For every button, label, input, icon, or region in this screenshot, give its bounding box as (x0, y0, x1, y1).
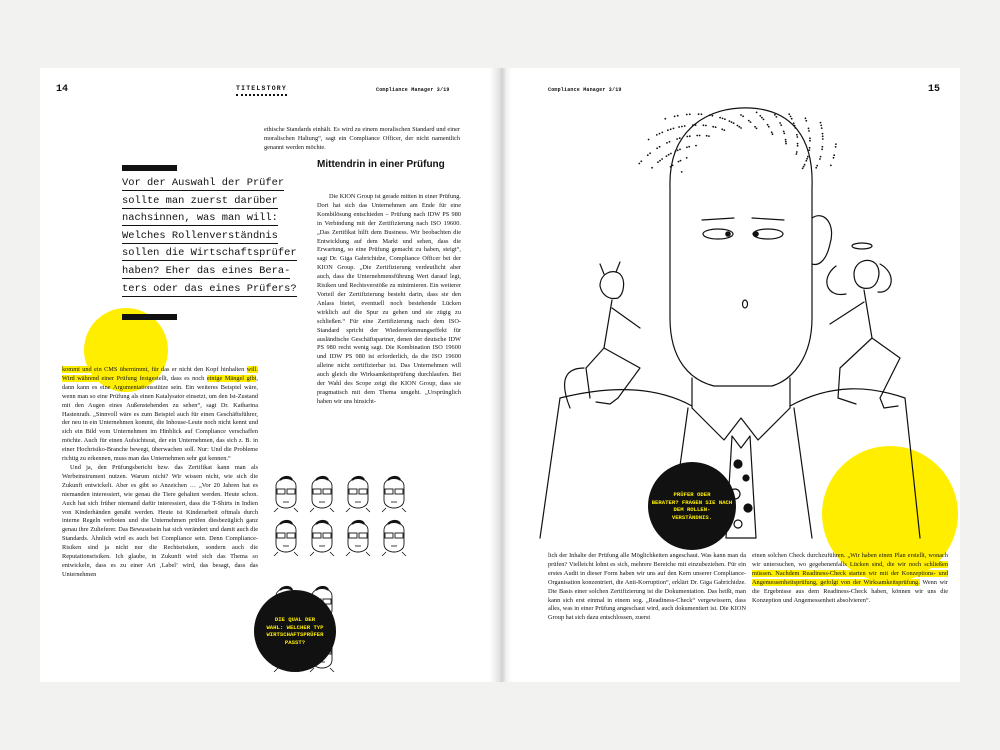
pull-quote-line: Welches Rollenverständnis (122, 229, 278, 242)
quote-bottom-bar (122, 314, 177, 320)
text-run: . „Wir haben einen Plan erstellt, wonach wir untersuchen, wo gegebenenfalls Lücken sind, die wir noch (752, 552, 948, 568)
badge-line: WAHL: WELCHER TYP (266, 623, 324, 631)
badge-line: PASST? (284, 638, 306, 646)
highlighted-text: kommt und ein CMS übernimmt, (62, 366, 152, 373)
subheading: Mittendrin in einer Prüfung (317, 159, 445, 170)
pull-quote-line: haben? Eher das eines Bera- (122, 264, 291, 277)
badge-line: BERATER? FRAGEN SIE NACH (651, 498, 733, 506)
head-icon (274, 477, 298, 512)
pull-quote-line: sollte man zuerst darüber (122, 194, 278, 207)
head-icon (346, 477, 370, 512)
body-paragraph-3: Die KION Group ist gerade mitten in einer Prüfung. Dort hat sich das Unternehmen am Ende für eine Kombilösung entschieden – Prüfung nach IDW PS 980 in Verbindung mit der Zertifizierung nach ISO 19600. „Das Zertifikat hilft dem Business. Wir beobachten die Entwicklung auf dem Markt und sehen, dass die Erwartung, so eine Prüfung gemacht zu haben, steigt“, sagt Dr. Giga Gabrichidze, Compliance Officer bei der KION Group. „Die Zertifizierung verdeutlicht aber auch, dass die Unternehmensführung Wert darauf legt, Risiken und Rechtsverstöße zu minimieren. Ein weiterer Vorteil der Zertifizierung besteht darin, dass sie den Anlass bietet, eventuell noch bestehende Lücken wirklich auf die Spur zu gehen und sie zügig zu schließen.“ Für eine Zertifizierung nach dem ISO-Standard spricht der Wiedererkennungseffekt für ausländische Geschäftspartner, denen der deutsche IDW PS 980 recht wenig sagt. Die Kombination ISO 19600 und IDW PS 980 ist erforderlich, da die ISO 19600 alleine nicht zertifizierbar ist. Das Unternehmen will auch gleich die Wirksamkeitsprüfung durchlaufen. Bei der Wahl des Scope zeigt die KION Group, dass sie pragmatisch mit dem Thema umgeht. „Ursprünglich haben wir uns hinsicht- (317, 193, 461, 405)
pull-quote-line: Vor der Auswahl der Prüfer (122, 177, 285, 189)
text-run: , dann kann es eine Argumentationsstütze sein. Ein weiteres Beispiel wäre, wenn man so eine Prüfung als einen Katalysator einsetzt, um den Ist-Zustand mit den Augen eines Außenstehenden zu sehen“, sagt Dr. Katharina Hastenrath. „Sinnvoll wäre es zum Beispiel auch für einen Geschäftsführer, der neu in ein Unternehmen kommt, die Inhouse-Leute noch nicht kennt und sich ein Bild vom Unternehmen im Hinblick auf Compliance verschaffen möchte. Auch für einen Aufsichtsrat, der ein Unternehmen, das sich z. B. in einer Hochrisiko-Branche bewegt, überwachen soll. Nur: Und die Probleme richtig zu erkennen, muss man das Unternehmen sehr gut kennen.“ (62, 374, 258, 463)
book-gutter-shadow (490, 68, 512, 682)
page-number-left: 14 (56, 84, 69, 95)
badge-line: PRÜFER ODER (673, 491, 711, 498)
running-head-right: Compliance Manager 3/19 (548, 87, 622, 93)
text-run: Wenn wir die Ergebnisse aus dem Readiness-Check haben, können wir uns die Konzeption und Angemessenheit absolvieren“. (752, 578, 948, 604)
head-icon (310, 477, 334, 512)
section-label: TITELSTORY (236, 85, 287, 96)
pull-quote (122, 175, 312, 298)
body-column-right-1: lich der Inhalte der Prüfung alle Möglichkeiten angeschaut. Was kann man da prüfen? Vielleicht lohnt es sich, mehrere Bereiche mit einzubeziehen. Für ein erstes Audit in dieser Form haben wir uns auf den Kern unserer Compliance-Organisation konzentriert, die Anti-Korruption“, erklärt Dr. Giga Gabrichidze. Die Basis einer solchen Zertifizierung ist die Dokumentation. Das heißt, man kann sich erst einmal in einem sog. „Readiness-Check“ vergewissern, dass alles, was in einer Prüfung angeschaut wird, auch dokumentiert ist. Die KION Group hat sich dazu entschlossen, zuerst (548, 552, 746, 622)
left-page (40, 68, 500, 682)
badge-line: DEM ROLLEN- (673, 506, 711, 513)
pull-quote-line: ters oder das eines Prüfers? (122, 282, 297, 295)
head-icon (382, 477, 406, 512)
man-illustration (500, 68, 960, 548)
page-number-right: 15 (928, 84, 941, 95)
badge-role (648, 462, 736, 550)
quote-top-bar (122, 165, 177, 171)
badge-choice (254, 590, 336, 672)
pull-quote-line: sollen die Wirtschaftsprüfer (122, 247, 297, 260)
head-icon (382, 521, 406, 556)
head-icon (274, 521, 298, 556)
text-run: für das er nicht den Kopf hinhalten (151, 366, 247, 373)
head-icon (310, 521, 334, 556)
badge-line: WIRTSCHAFTSPRÜFER (266, 631, 324, 638)
body-column-1 (62, 366, 258, 580)
pull-quote-line: nachsinnen, was man will: (122, 212, 278, 225)
text-run: einen solchen Check durchzuführen (752, 552, 844, 559)
body-column-2-top: ethische Standards einhält. Es wird zu einem moralischen Standard und einer moralischen Haltung“, sagt ein Compliance Officer, der nicht namentlich genannt werden möchte. (264, 126, 460, 151)
body-paragraph-1 (62, 366, 258, 464)
head-icon (346, 521, 370, 556)
body-column-right-2 (752, 552, 948, 605)
running-head-left: Compliance Manager 3/19 (376, 87, 450, 93)
badge-line: VERSTÄNDNIS. (671, 513, 713, 521)
highlighted-text: will. Wird während einer Prüfung (62, 366, 258, 382)
body-column-2-narrow (317, 193, 461, 407)
badge-line: DIE QUAL DER (274, 616, 316, 623)
text-run: festgestellt, dass es noch (136, 374, 207, 382)
body-paragraph-2: Und ja, den Prüfungsbericht bzw. das Zertifikat kann man als Werbeinstrument nutzen. Warum nicht? Wir wissen nicht, wie sich die Zukunft entwickelt. Aber es gibt so Anzeichen … „Vor 20 Jahren hat es niemanden interessiert, wie genau die Tiere gehalten werden. Heute schon. Auch hat sich früher niemand dafür interessiert, dass die T-Shirts in Indien von Kinderhänden genäht werden. Heute ist Kinderarbeit oftmals durch interne Regeln verboten und die Unternehmen prüfen diesbezüglich ganz genau ihre Zulieferer. Das Bewusstsein hat sich verändert und damit auch die Standards. Ähnlich wird es auch bei Compliance sein. Denn Compliance-Risiken sind ja nicht nur die Rechtsrisiken, sondern auch die Reputationsrisiken. Ich glaube, in Zukunft wird sich das Thema so entwickeln, dass es zu einer Art ‚Label‘ wird, das besagt, dass das Unternehmen (62, 463, 258, 578)
highlighted-text: einige Mängel gibt (206, 374, 257, 382)
highlighted-text: schließen müssen. Nachdem Readiness-Check starten wir mit der Konzeptions- und Angemessenheitsprüfung, gefolgt von der Wirksamkeitsprüfung. (752, 560, 948, 586)
right-page (500, 68, 960, 682)
